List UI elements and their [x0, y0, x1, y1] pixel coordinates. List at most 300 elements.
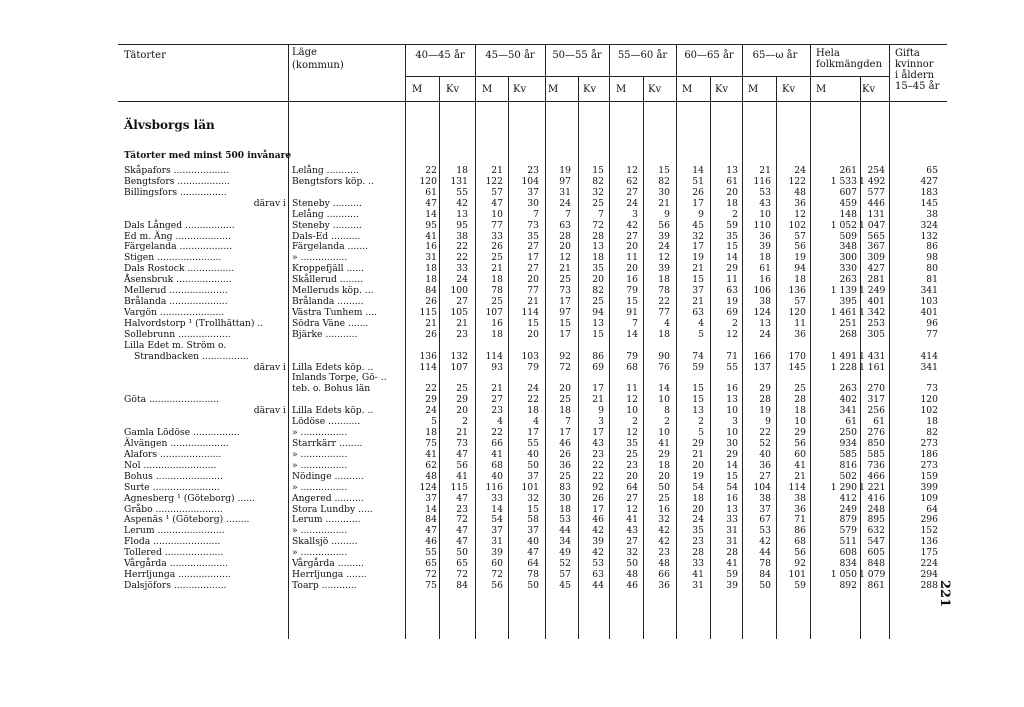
row-value: 18 [692, 492, 704, 504]
row-place-name: Alafors ..................... [124, 448, 222, 460]
row-value: 46 [626, 579, 638, 591]
row-value: 1 047 [859, 219, 886, 231]
row-value: 263 [839, 274, 857, 286]
row-value: 31 [425, 252, 437, 264]
row-value: 137 [753, 361, 771, 373]
row-value: 79 [527, 361, 539, 373]
row-value: 47 [425, 197, 437, 209]
row-value: 8 [664, 405, 670, 417]
row-place-name: Gamla Lödöse ................ [124, 427, 240, 439]
row-value: 263 [839, 383, 857, 395]
row-value: 166 [753, 350, 771, 362]
row-value: 12 [626, 394, 638, 406]
row-value: 64 [626, 481, 638, 493]
row-value: 399 [920, 481, 938, 493]
row-value: 61 [759, 263, 771, 275]
table-row [0, 199, 1024, 210]
row-value: 16 [726, 492, 738, 504]
row-value: 22 [491, 427, 503, 439]
row-value: 7 [565, 416, 571, 428]
row-value: 18 [926, 416, 938, 428]
row-place-name: Billingsfors ................ [124, 186, 227, 198]
row-place-name: Halvordstorp ¹ (Trollhättan) .. [124, 317, 264, 329]
row-value: 1 139 [830, 285, 857, 297]
row-value: 62 [626, 175, 638, 187]
row-value: 20 [726, 186, 738, 198]
row-value: 152 [920, 525, 938, 537]
row-value: 24 [794, 165, 806, 176]
row-value: 97 [559, 306, 571, 318]
row-value: 39 [726, 579, 738, 591]
row-value: 68 [491, 459, 503, 471]
row-kommun: Steneby .......... [292, 197, 362, 209]
row-value: 17 [559, 427, 571, 439]
header-lage-kommun: (kommun) [292, 60, 344, 71]
row-value: 26 [425, 296, 437, 308]
row-value: 341 [839, 405, 857, 417]
row-value: 25 [559, 394, 571, 406]
row-value: 37 [692, 285, 704, 297]
row-value: 42 [592, 525, 604, 537]
row-value: 47 [456, 536, 468, 548]
row-value: 124 [419, 481, 437, 493]
row-value: 59 [692, 361, 704, 373]
row-value: 11 [626, 252, 638, 264]
row-value: 102 [788, 219, 806, 231]
row-value: 40 [527, 448, 539, 460]
row-value: 15 [592, 328, 604, 340]
row-value: 5 [698, 328, 704, 340]
row-value: 511 [839, 536, 857, 548]
header-age-45-50: 45—50 år [485, 50, 535, 61]
row-value: 60 [491, 558, 503, 570]
row-value: 21 [759, 165, 771, 176]
row-value: 57 [491, 186, 503, 198]
row-value: 109 [920, 492, 938, 504]
row-value: 21 [456, 317, 468, 329]
row-value: 273 [920, 459, 938, 471]
row-value: 13 [592, 241, 604, 253]
row-value: 2 [462, 416, 468, 428]
header-lage: Läge [292, 47, 317, 58]
row-value: 61 [845, 416, 857, 428]
row-value: 37 [425, 492, 437, 504]
row-kommun: » ................ [292, 448, 348, 460]
row-value: 18 [425, 263, 437, 275]
row-value: 21 [658, 197, 670, 209]
row-value: 84 [425, 285, 437, 297]
row-value: 48 [425, 470, 437, 482]
row-place-name: Mellerud .................... [124, 285, 228, 297]
row-value: 47 [456, 492, 468, 504]
table-row [0, 221, 1024, 232]
row-value: 51 [692, 175, 704, 187]
row-value: 26 [425, 328, 437, 340]
row-value: 31 [491, 536, 503, 548]
row-value: 17 [692, 241, 704, 253]
row-value: 895 [867, 514, 885, 526]
row-value: 124 [753, 306, 771, 318]
row-value: 879 [839, 514, 857, 526]
row-value: 21 [794, 470, 806, 482]
row-value: 5 [431, 416, 437, 428]
row-kommun: Stora Lundby ..... [292, 503, 373, 515]
row-place-name: därav i [253, 361, 286, 373]
row-place-name: Strandbacken ................ [134, 350, 249, 362]
row-value: 65 [425, 558, 437, 570]
row-value: 23 [491, 405, 503, 417]
row-value: 10 [759, 208, 771, 220]
row-kommun: Steneby .......... [292, 219, 362, 231]
row-value: 74 [692, 350, 704, 362]
row-value: 41 [658, 438, 670, 449]
row-value: 39 [759, 241, 771, 253]
header-kvinnor: kvinnor [895, 59, 934, 70]
row-value: 69 [726, 306, 738, 318]
row-kommun: Lilla Edets köp. .. [292, 405, 374, 417]
row-value: 107 [450, 361, 468, 373]
row-kommun: Bengtsfors köp. .. [292, 175, 375, 187]
table-row [0, 341, 1024, 352]
row-place-name: Vårgårda .................... [124, 558, 229, 570]
header-bottom-rule [118, 101, 947, 102]
row-value: 23 [456, 328, 468, 340]
row-value: 607 [839, 186, 857, 198]
row-value: 20 [626, 470, 638, 482]
row-value: 25 [456, 383, 468, 395]
row-value: 18 [491, 274, 503, 286]
row-kommun: » ................ [292, 525, 348, 537]
row-value: 30 [726, 438, 738, 449]
row-value: 38 [926, 208, 938, 220]
row-value: 50 [759, 579, 771, 591]
row-value: 14 [692, 165, 704, 176]
row-value: 104 [521, 175, 539, 187]
row-value: 105 [450, 306, 468, 318]
row-value: 52 [559, 558, 571, 570]
row-value: 250 [839, 427, 857, 439]
row-place-name: Agnesberg ¹ (Göteborg) ...... [124, 492, 255, 504]
row-value: 261 [839, 165, 857, 176]
row-place-name: Nol ......................... [124, 459, 217, 471]
row-value: 136 [920, 536, 938, 548]
row-value: 23 [592, 448, 604, 460]
row-value: 1 052 [830, 219, 857, 231]
row-kommun: Skallsjö ......... [292, 536, 358, 548]
row-value: 20 [626, 241, 638, 253]
row-value: 55 [425, 547, 437, 559]
row-value: 16 [626, 274, 638, 286]
row-value: 446 [867, 197, 885, 209]
row-value: 103 [521, 350, 539, 362]
row-value: 348 [839, 241, 857, 253]
row-value: 61 [873, 416, 885, 428]
row-value: 4 [533, 416, 539, 428]
table-row [0, 581, 1024, 592]
row-value: 7 [533, 208, 539, 220]
row-value: 18 [658, 328, 670, 340]
row-value: 145 [788, 361, 806, 373]
row-value: 254 [867, 165, 885, 176]
row-value: 20 [692, 459, 704, 471]
row-place-name: Dals Långed ................. [124, 219, 235, 231]
row-value: 2 [632, 416, 638, 428]
row-value: 12 [794, 208, 806, 220]
row-value: 29 [759, 383, 771, 395]
header-kv: Kv [862, 84, 876, 95]
row-value: 136 [788, 285, 806, 297]
row-value: 248 [867, 503, 885, 515]
row-value: 43 [759, 197, 771, 209]
row-value: 35 [527, 230, 539, 242]
row-value: 95 [425, 219, 437, 231]
row-value: 1 492 [859, 175, 886, 187]
row-value: 309 [867, 252, 885, 264]
row-value: 19 [726, 296, 738, 308]
row-value: 29 [456, 394, 468, 406]
row-value: 50 [527, 459, 539, 471]
row-value: 42 [456, 197, 468, 209]
row-value: 114 [788, 481, 806, 493]
row-value: 40 [527, 536, 539, 548]
table-row [0, 472, 1024, 483]
row-value: 35 [726, 230, 738, 242]
row-value: 23 [692, 536, 704, 548]
row-value: 27 [527, 263, 539, 275]
row-value: 63 [592, 569, 604, 581]
row-value: 41 [425, 230, 437, 242]
row-value: 21 [559, 263, 571, 275]
row-value: 305 [867, 328, 885, 340]
row-value: 26 [559, 448, 571, 460]
row-value: 50 [626, 558, 638, 570]
row-value: 64 [926, 503, 938, 515]
row-value: 18 [794, 274, 806, 286]
row-value: 38 [794, 492, 806, 504]
row-value: 24 [626, 197, 638, 209]
row-value: 72 [491, 569, 503, 581]
row-value: 5 [698, 427, 704, 439]
row-value: 317 [867, 394, 885, 406]
header-mid-rule [405, 76, 889, 77]
row-value: 14 [726, 252, 738, 264]
row-place-name: Lilla Edet m. Ström o. [124, 339, 227, 351]
row-value: 47 [456, 525, 468, 537]
row-value: 401 [867, 296, 885, 308]
row-kommun: Angered .......... [292, 492, 364, 504]
row-value: 49 [559, 547, 571, 559]
row-value: 37 [527, 525, 539, 537]
row-value: 86 [926, 241, 938, 253]
header-folkmangden: folkmängden [816, 59, 883, 70]
row-value: 15 [626, 296, 638, 308]
row-value: 72 [456, 514, 468, 526]
row-value: 22 [759, 427, 771, 439]
header-i-aldern: i åldern [895, 70, 935, 81]
row-value: 21 [491, 383, 503, 395]
header-kv: Kv [583, 84, 597, 95]
row-value: 13 [726, 503, 738, 515]
row-value: 330 [839, 263, 857, 275]
row-value: 47 [456, 448, 468, 460]
row-value: 22 [658, 296, 670, 308]
header-age-55-60: 55—60 år [617, 50, 668, 61]
row-value: 73 [926, 383, 938, 395]
row-value: 53 [559, 514, 571, 526]
row-value: 52 [759, 438, 771, 449]
row-value: 30 [527, 197, 539, 209]
row-value: 16 [425, 241, 437, 253]
row-value: 17 [527, 252, 539, 264]
row-value: 148 [839, 208, 857, 220]
row-value: 186 [920, 448, 938, 460]
row-value: 59 [794, 579, 806, 591]
row-value: 50 [527, 579, 539, 591]
row-value: 21 [692, 296, 704, 308]
row-value: 60 [794, 448, 806, 460]
row-value: 834 [839, 558, 857, 570]
row-value: 24 [425, 405, 437, 417]
row-value: 115 [450, 481, 468, 493]
row-value: 29 [726, 448, 738, 460]
row-value: 27 [491, 394, 503, 406]
row-value: 46 [559, 438, 571, 449]
row-value: 63 [692, 306, 704, 318]
row-value: 37 [759, 503, 771, 515]
row-value: 2 [732, 317, 738, 329]
row-value: 9 [698, 208, 704, 220]
row-value: 131 [450, 175, 468, 187]
row-value: 64 [527, 558, 539, 570]
row-value: 71 [726, 350, 738, 362]
row-value: 170 [788, 350, 806, 362]
row-value: 15 [692, 383, 704, 395]
row-kommun: Nödinge .......... [292, 470, 364, 482]
row-value: 38 [456, 230, 468, 242]
row-value: 25 [592, 296, 604, 308]
row-value: 47 [527, 547, 539, 559]
row-value: 15 [692, 394, 704, 406]
row-value: 66 [658, 569, 670, 581]
row-value: 33 [491, 492, 503, 504]
row-value: 35 [626, 438, 638, 449]
row-value: 55 [527, 438, 539, 449]
row-value: 4 [664, 317, 670, 329]
section-lan-title: Älvsborgs län [124, 118, 215, 132]
row-place-name: Älvängen .................... [124, 438, 229, 449]
row-value: 16 [759, 274, 771, 286]
row-value: 17 [592, 427, 604, 439]
row-value: 25 [592, 197, 604, 209]
row-value: 42 [658, 525, 670, 537]
row-value: 9 [765, 416, 771, 428]
row-value: 61 [425, 186, 437, 198]
row-value: 20 [692, 503, 704, 515]
header-m: M [482, 84, 493, 95]
row-value: 2 [664, 416, 670, 428]
row-kommun: Lödöse ........... [292, 416, 361, 428]
row-value: 20 [559, 383, 571, 395]
row-place-name: Sollebrunn .................. [124, 328, 231, 340]
row-value: 103 [920, 296, 938, 308]
row-value: 67 [759, 514, 771, 526]
row-value: 29 [794, 427, 806, 439]
row-value: 92 [794, 558, 806, 570]
row-value: 1 342 [859, 306, 886, 318]
row-value: 14 [658, 383, 670, 395]
row-kommun: » ................ [292, 459, 348, 471]
row-value: 48 [626, 569, 638, 581]
row-value: 288 [920, 579, 938, 591]
row-value: 53 [759, 525, 771, 537]
row-value: 577 [867, 186, 885, 198]
row-value: 63 [726, 285, 738, 297]
row-value: 29 [658, 448, 670, 460]
page-number: 221 [937, 580, 952, 608]
row-value: 12 [726, 328, 738, 340]
row-value: 14 [425, 503, 437, 515]
row-value: 42 [759, 536, 771, 548]
row-value: 1 221 [859, 481, 886, 493]
row-value: 401 [920, 306, 938, 318]
row-value: 33 [726, 514, 738, 526]
row-value: 55 [726, 361, 738, 373]
row-place-name: Vargön ...................... [124, 306, 225, 318]
row-value: 14 [726, 459, 738, 471]
row-value: 33 [491, 230, 503, 242]
row-value: 90 [658, 350, 670, 362]
row-kommun: Södra Väne ....... [292, 317, 369, 329]
row-value: 17 [527, 427, 539, 439]
row-value: 28 [559, 230, 571, 242]
row-value: 116 [753, 175, 771, 187]
row-value: 11 [626, 383, 638, 395]
row-value: 324 [920, 219, 938, 231]
row-value: 23 [626, 459, 638, 471]
row-value: 77 [527, 285, 539, 297]
row-value: 82 [592, 285, 604, 297]
row-kommun: Lelång ........... [292, 208, 359, 220]
row-value: 55 [456, 186, 468, 198]
row-value: 59 [726, 569, 738, 581]
row-value: 77 [926, 328, 938, 340]
row-value: 78 [759, 558, 771, 570]
row-value: 63 [559, 219, 571, 231]
row-place-name: Stigen ...................... [124, 252, 222, 264]
row-place-name: Skåpafors ................... [124, 165, 230, 176]
row-value: 56 [794, 241, 806, 253]
row-value: 114 [485, 350, 503, 362]
row-value: 50 [658, 481, 670, 493]
row-value: 56 [491, 579, 503, 591]
row-value: 24 [527, 383, 539, 395]
row-value: 15 [726, 241, 738, 253]
row-value: 21 [456, 427, 468, 439]
row-value: 32 [592, 186, 604, 198]
row-value: 38 [759, 492, 771, 504]
row-value: 101 [521, 481, 539, 493]
row-value: 46 [425, 536, 437, 548]
header-m: M [548, 84, 559, 95]
row-value: 36 [759, 230, 771, 242]
row-place-name: Dals Rostock ................ [124, 263, 235, 275]
header-age-65-omega: 65—ω år [752, 50, 798, 61]
header-hela: Hela [816, 48, 840, 59]
row-value: 18 [759, 252, 771, 264]
row-value: 21 [491, 263, 503, 275]
row-value: 75 [425, 438, 437, 449]
row-value: 251 [839, 317, 857, 329]
